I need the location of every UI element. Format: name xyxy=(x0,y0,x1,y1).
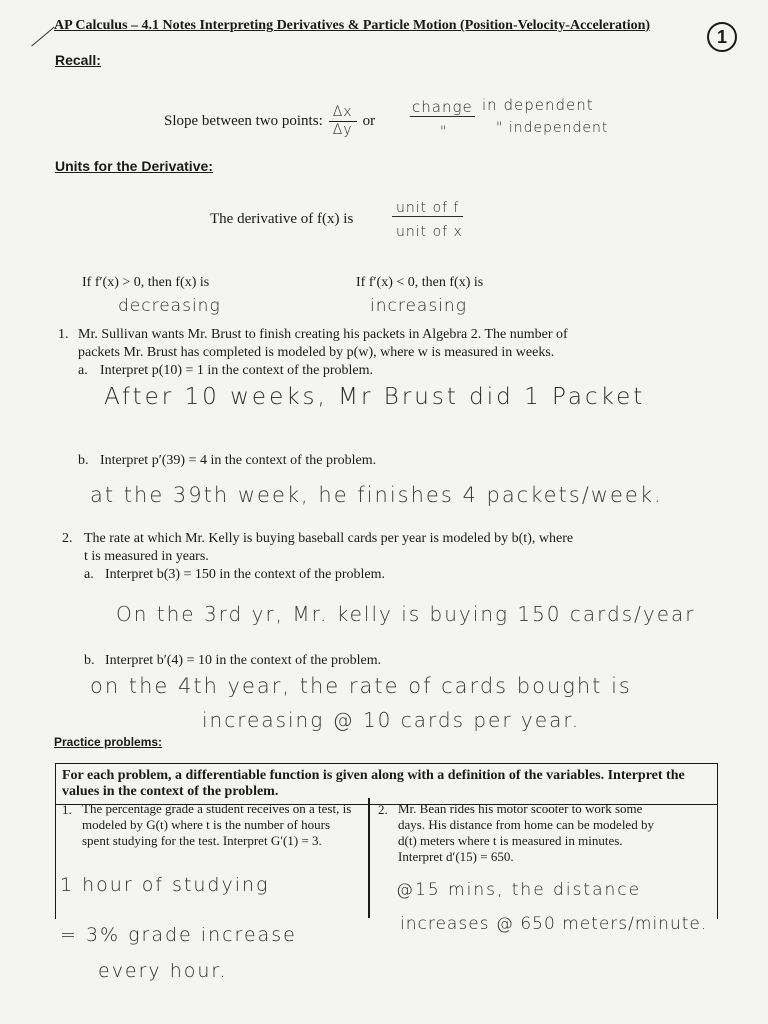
hw-ditto-mark: " xyxy=(440,124,448,140)
practice-instructions xyxy=(56,764,717,805)
q2b-answer-line1: on the 4th year, the rate of cards bought is xyxy=(90,674,632,698)
q1a-text: Interpret p(10) = 1 in the context of the problem. xyxy=(100,363,374,378)
p1-line3: spent studying for the test. Interpret G′(1) = 3. xyxy=(82,833,322,848)
p1-line1: The percentage grade a student receives on a test, is xyxy=(82,801,352,816)
slope-formula xyxy=(164,104,375,139)
hw-increasing: increasing xyxy=(370,296,467,316)
q1-number: 1. xyxy=(58,327,69,342)
hw-unit-of-f: unit of f xyxy=(392,200,463,217)
practice-heading: Practice problems: xyxy=(54,735,163,749)
derivative-label: The derivative of f(x) is xyxy=(210,211,354,227)
p2-line4: Interpret d′(15) = 650. xyxy=(398,849,514,864)
hw-independent: " independent xyxy=(496,120,609,136)
q1-text-line1: Mr. Sullivan wants Mr. Brust to finish creating his packets in Algebra 2. The number of xyxy=(78,327,568,342)
p2-number: 2. xyxy=(378,802,388,817)
slope-denominator: Δy xyxy=(332,122,353,138)
q1a-label: a. xyxy=(78,363,88,378)
hw-unit-of-x: unit of x xyxy=(396,224,463,240)
p2-line3: d(t) meters where t is measured in minutes. xyxy=(398,833,623,848)
q2a-answer: On the 3rd yr, Mr. kelly is buying 150 cards/year xyxy=(116,602,696,626)
or-text: or xyxy=(362,113,376,129)
p2-line1: Mr. Bean rides his motor scooter to work some xyxy=(398,801,643,816)
p2-text xyxy=(398,801,654,865)
q1-text-line2: packets Mr. Brust has completed is modeled by p(w), where w is measured in weeks. xyxy=(78,345,555,360)
p2-answer-line2: increases @ 650 meters/minute. xyxy=(400,914,708,934)
q1b-answer: at the 39th week, he finishes 4 packets/week. xyxy=(90,483,663,507)
hw-dependent: in dependent xyxy=(482,96,594,114)
instructions-line2: values in the context of the problem. xyxy=(62,784,279,799)
p2-answer-line1: @15 mins, the distance xyxy=(396,880,642,900)
q2-text-line2: t is measured in years. xyxy=(84,549,209,564)
q2b-label: b. xyxy=(84,653,95,668)
q2b-answer-line2: increasing @ 10 cards per year. xyxy=(202,708,581,732)
q2a-text: Interpret b(3) = 150 in the context of the problem. xyxy=(105,567,386,582)
negative-derivative-label: If f′(x) < 0, then f(x) is xyxy=(356,275,484,290)
units-heading: Units for the Derivative: xyxy=(55,158,213,174)
positive-derivative-label: If f′(x) > 0, then f(x) is xyxy=(82,275,210,290)
p1-answer-line2: = 3% grade increase xyxy=(60,924,297,946)
pen-stroke xyxy=(31,26,55,46)
q1b-text: Interpret p′(39) = 4 in the context of the problem. xyxy=(100,453,377,468)
q2-text-line1: The rate at which Mr. Kelly is buying baseball cards per year is modeled by b(t), where xyxy=(84,531,574,546)
q1b-label: b. xyxy=(78,453,89,468)
q2a-label: a. xyxy=(84,567,94,582)
p1-line2: modeled by G(t) where t is the number of hours xyxy=(82,817,331,832)
q2b-text: Interpret b′(4) = 10 in the context of the problem. xyxy=(105,653,382,668)
page-number: 1 xyxy=(707,22,737,52)
p1-text xyxy=(82,801,351,849)
p1-answer-line1: 1 hour of studying xyxy=(60,874,270,896)
p1-number: 1. xyxy=(62,802,72,817)
column-divider xyxy=(368,798,370,918)
page-title: AP Calculus – 4.1 Notes Interpreting Derivatives & Particle Motion (Position-Velocity-Acceleration) xyxy=(54,18,651,33)
hw-change-numerator: change xyxy=(412,98,473,116)
slope-numerator: Δx xyxy=(329,104,357,122)
instructions-line1: For each problem, a differentiable function is given along with a definition of the variables. Interpret the xyxy=(62,768,685,783)
slope-label: Slope between two points: xyxy=(164,113,323,129)
p1-answer-line3: every hour. xyxy=(98,960,228,982)
slope-fraction xyxy=(329,104,357,139)
hw-decreasing: decreasing xyxy=(118,296,221,316)
q1a-answer: After 10 weeks, Mr Brust did 1 Packet xyxy=(104,384,646,410)
q2-number: 2. xyxy=(62,531,73,546)
recall-heading: Recall: xyxy=(55,52,101,68)
p2-line2: days. His distance from home can be modeled by xyxy=(398,817,654,832)
